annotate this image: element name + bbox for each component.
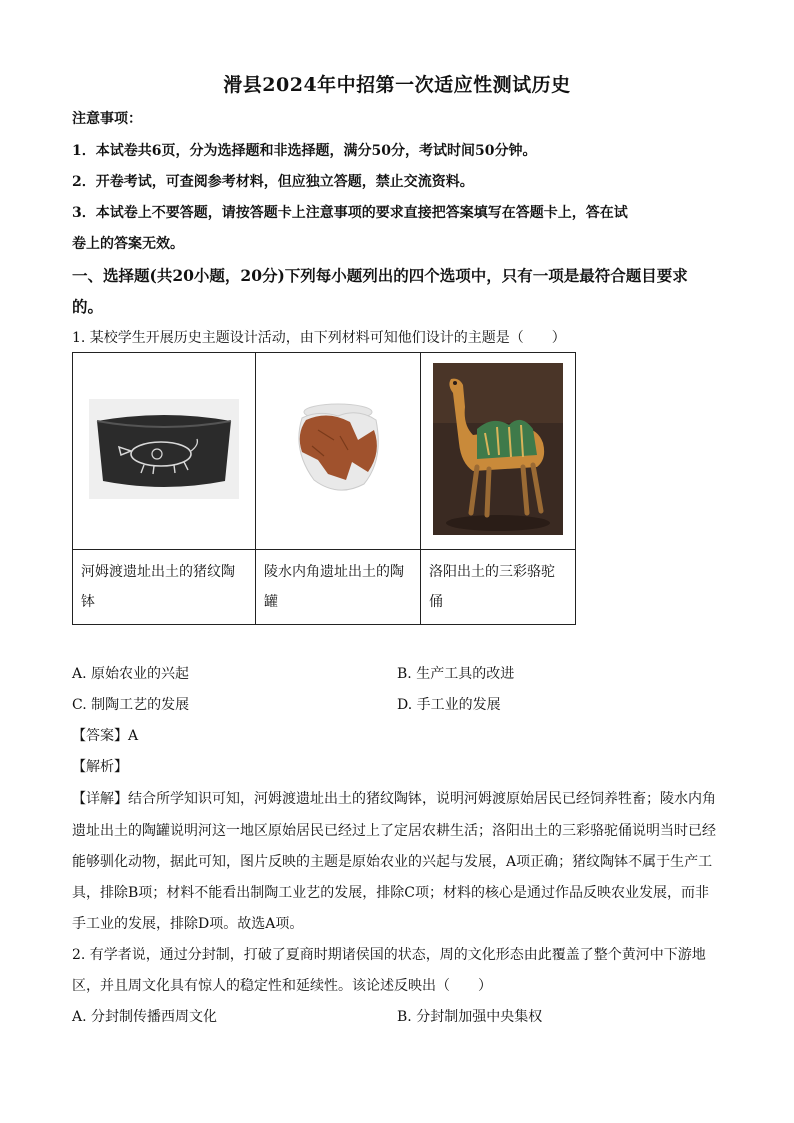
material-table <box>72 352 576 625</box>
q1-detail-line-5: 手工业的发展，排除D项。故选A项。 <box>72 916 304 932</box>
pig-pattern-pottery-bowl-icon <box>89 399 239 499</box>
material-image-cell-2 <box>256 353 421 550</box>
notes-heading: 注意事项： <box>72 111 142 127</box>
material-caption-3 <box>421 550 576 625</box>
pottery-jar-fragment-icon <box>288 400 388 498</box>
q1-detail-line-2: 遗址出土的陶罐说明河这一地区原始居民已经过上了定居农耕生活；洛阳出土的三彩骆驼俑说明当时已经 <box>72 823 716 839</box>
section-heading-line-1: 一、选择题(共20小题，20分)下列每小题列出的四个选项中，只有一项是最符合题目要求 <box>72 266 688 285</box>
q1-detail-line-3: 能够驯化动物，据此可知，图片反映的主题是原始农业的兴起与发展，A项正确；猪纹陶钵不属于生产工 <box>72 854 713 870</box>
question-2-stem-line-1: 2. 有学者说，通过分封制，打破了夏商时期诸侯国的状态，周的文化形态由此覆盖了整个黄河中下游地 <box>72 947 706 963</box>
material-caption-1-line-2: 钵 <box>81 594 95 610</box>
q1-answer: 【答案】A <box>72 728 139 744</box>
note-line-1: 1．本试卷共6页，分为选择题和非选择题，满分50分，考试时间50分钟。 <box>72 143 537 159</box>
page-title: 滑县2024年中招第一次适应性测试历史 <box>223 74 571 96</box>
q1-option-c: C. 制陶工艺的发展 <box>72 697 190 713</box>
q2-option-b: B. 分封制加强中央集权 <box>397 1009 543 1025</box>
section-heading-line-2: 的。 <box>72 297 104 316</box>
q1-option-a: A. 原始农业的兴起 <box>72 666 190 682</box>
note-line-3: 3．本试卷上不要答题，请按答题卡上注意事项的要求直接把答案填写在答题卡上，答在试 <box>72 205 628 221</box>
material-caption-1-line-1: 河姆渡遗址出土的猪纹陶 <box>81 564 235 580</box>
material-caption-3-line-2: 俑 <box>429 594 443 610</box>
q1-detail-line-4: 具，排除B项；材料不能看出制陶工业艺的发展，排除C项；材料的核心是通过作品反映农业发展，而非 <box>72 885 709 901</box>
material-caption-1 <box>73 550 256 625</box>
q1-option-b: B. 生产工具的改进 <box>397 666 515 682</box>
question-1-stem: 1. 某校学生开展历史主题设计活动，由下列材料可知他们设计的主题是（ ） <box>72 330 566 346</box>
q1-detail-line-1: 【详解】结合所学知识可知，河姆渡遗址出土的猪纹陶钵，说明河姆渡原始居民已经饲养牲畜；陵水内角 <box>72 791 716 807</box>
material-image-cell-3 <box>421 353 576 550</box>
q1-option-d: D. 手工业的发展 <box>397 697 501 713</box>
material-caption-2-line-1: 陵水内角遗址出土的陶 <box>264 564 404 580</box>
q1-analysis-tag: 【解析】 <box>72 759 128 775</box>
tang-sancai-camel-icon <box>433 363 563 535</box>
material-caption-2 <box>256 550 421 625</box>
question-2-stem-line-2: 区，并且周文化具有惊人的稳定性和延续性。该论述反映出（ ） <box>72 978 492 994</box>
material-caption-3-line-1: 洛阳出土的三彩骆驼 <box>429 564 555 580</box>
note-line-4: 卷上的答案无效。 <box>72 236 184 252</box>
q2-option-a: A. 分封制传播西周文化 <box>72 1009 218 1025</box>
note-line-2: 2．开卷考试，可查阅参考材料，但应独立答题，禁止交流资料。 <box>72 174 474 190</box>
material-image-cell-1 <box>73 353 256 550</box>
material-caption-2-line-2: 罐 <box>264 594 278 610</box>
